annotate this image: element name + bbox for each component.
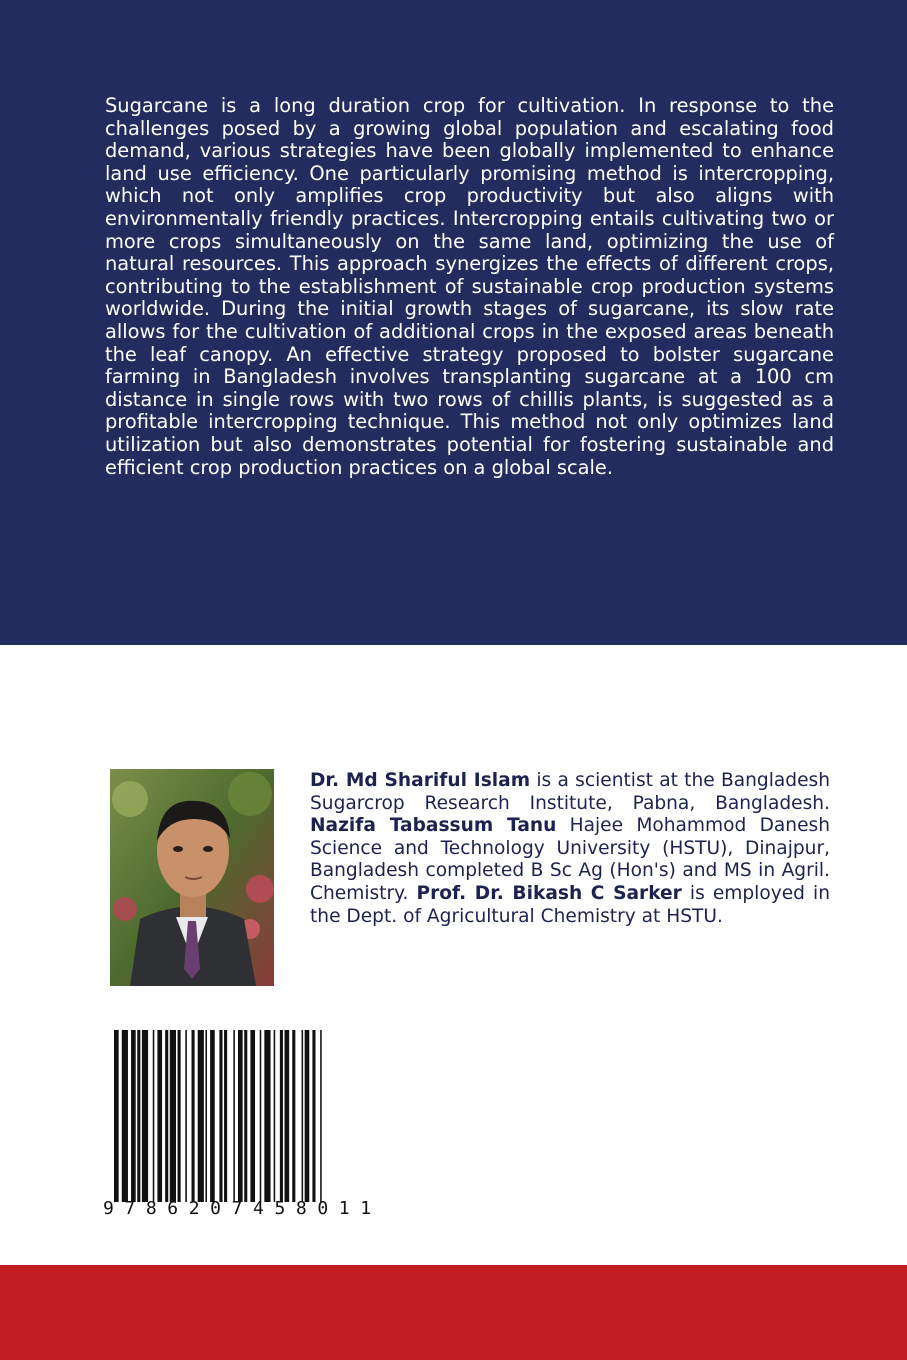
book-blurb: Sugarcane is a long duration crop for cultivation. In response to the challenges posed by a growing global population and escalating food demand, various strategies have been globally implemented to enhance land use efficiency. One particularly promising method is intercropping, which not only amplifies crop productivity but also aligns with environmentally friendly practices. Intercropping entails cultivating two or more crops simultaneously on the same land, optimizing the use of natural resources. This approach synergizes the effects of different crops, contributing to the establishment of sustainable crop production systems worldwide. During the initial growth stages of sugarcane, its slow rate allows for the cultivation of additional crops in the exposed areas beneath the leaf canopy. An effective strategy proposed to bolster sugarcane farming in Bangladesh involves transplanting sugarcane at a 100 cm distance in single rows with two rows of chillis plants, is suggested as a profitable intercropping technique. This method not only optimizes land utilization but also demonstrates potential for fostering sustainable and efficient crop production practices on a global scale.: [105, 94, 834, 479]
barcode-bars: [100, 1030, 418, 1202]
isbn-barcode: [100, 1030, 418, 1220]
barcode-bar: [210, 1030, 215, 1202]
barcode-bar: [198, 1030, 204, 1202]
barcode-bar: [233, 1030, 235, 1202]
barcode-bar: [219, 1030, 222, 1202]
barcode-bar: [142, 1030, 148, 1202]
author-biography: [310, 770, 830, 928]
barcode-bar: [114, 1030, 119, 1202]
barcode-bar: [131, 1030, 136, 1202]
author-bio-text-1: is a scientist at the Bangladesh Sugarcrop Research Institute, Pabna, Bangladesh.: [310, 770, 830, 814]
barcode-bar: [320, 1030, 322, 1202]
barcode-bar: [260, 1030, 262, 1202]
barcode-bar: [274, 1030, 276, 1202]
barcode-bar: [264, 1030, 270, 1202]
barcode-bar: [185, 1030, 187, 1202]
author-photo: [110, 769, 274, 986]
barcode-bar: [178, 1030, 181, 1202]
author-name-3: Prof. Dr. Bikash C Sarker: [416, 882, 682, 904]
barcode-bar: [205, 1030, 207, 1202]
barcode-bar: [305, 1030, 310, 1202]
barcode-bar: [244, 1030, 247, 1202]
author-portrait-image: [110, 769, 274, 986]
author-bio-text-2: Hajee Mohammod Danesh Science and Technology University (HSTU), Dinajpur, Bangladesh completed B Sc Ag (Hon's) and MS in Agril. Chemistry.: [310, 815, 830, 904]
barcode-bar: [137, 1030, 140, 1202]
barcode-bar: [165, 1030, 168, 1202]
author-name-2: Nazifa Tabassum Tanu: [310, 815, 557, 837]
author-bio-text-3: is employed in the Dept. of Agricultural Chemistry at HSTU.: [310, 882, 830, 927]
barcode-bar: [302, 1030, 304, 1202]
barcode-bar: [312, 1030, 315, 1202]
barcode-bar: [238, 1030, 243, 1202]
barcode-bar: [170, 1030, 176, 1202]
barcode-bar: [292, 1030, 295, 1202]
barcode-bar: [157, 1030, 162, 1202]
author-name-1: Dr. Md Shariful Islam: [310, 770, 531, 791]
barcode-bar: [192, 1030, 195, 1202]
barcode-bar: [280, 1030, 283, 1202]
barcode-number: 9786207458011: [103, 1198, 382, 1219]
barcode-bar: [285, 1030, 290, 1202]
barcode-bar: [153, 1030, 155, 1202]
cover-bottom-band: [0, 1265, 907, 1360]
barcode-bar: [224, 1030, 227, 1202]
barcode-bar: [250, 1030, 255, 1202]
barcode-bar: [122, 1030, 128, 1202]
